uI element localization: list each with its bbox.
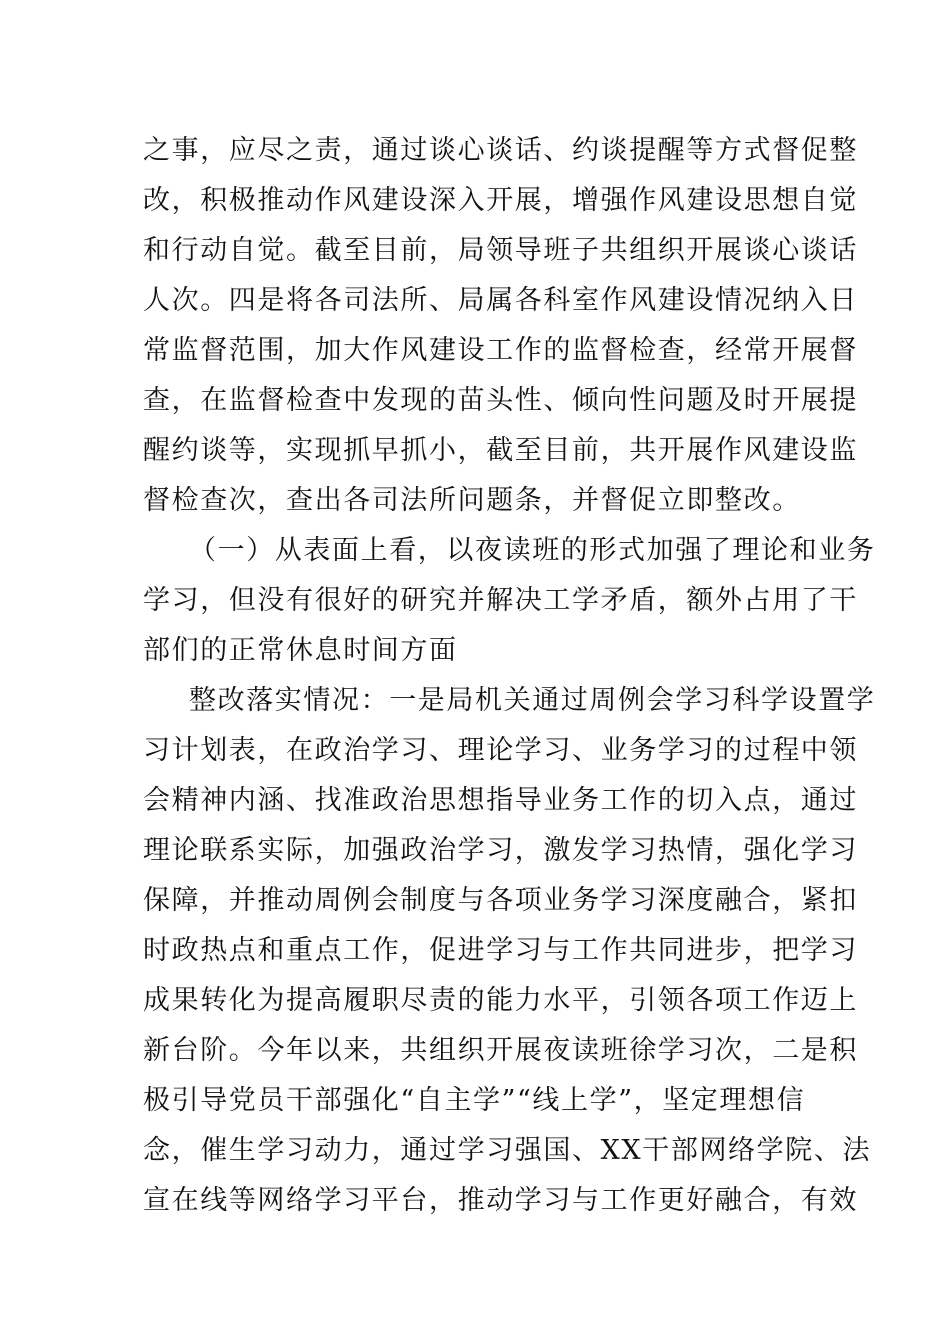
text-line: 改，积极推动作风建设深入开展，增强作风建设思想自觉	[143, 185, 858, 216]
text-line: 醒约谈等，实现抓早抓小，截至目前，共开展作风建设监	[143, 435, 858, 466]
text-line: 督检查次，查出各司法所问题条，并督促立即整改。	[143, 485, 801, 516]
text-line: 习计划表，在政治学习、理论学习、业务学习的过程中领	[143, 735, 858, 766]
text-line: 保障，并推动周例会制度与各项业务学习深度融合，紧扣	[143, 885, 858, 916]
text-line: 成果转化为提高履职尽责的能力水平，引领各项工作迈上	[143, 985, 858, 1016]
text-line: 时政热点和重点工作，促进学习与工作共同进步，把学习	[143, 935, 858, 966]
text-line: 念，催生学习动力，通过学习强国、XX干部网络学院、法	[143, 1135, 872, 1166]
text-line: 学习，但没有很好的研究并解决工学矛盾，额外占用了干	[143, 585, 858, 616]
text-line: 整改落实情况：一是局机关通过周例会学习科学设置学	[189, 685, 876, 716]
text-line: （一）从表面上看，以夜读班的形式加强了理论和业务	[189, 535, 876, 566]
text-line: 会精神内涵、找准政治思想指导业务工作的切入点，通过	[143, 785, 858, 816]
text-line: 常监督范围，加大作风建设工作的监督检查，经常开展督	[143, 335, 858, 366]
text-line: 新台阶。今年以来，共组织开展夜读班徐学习次，二是积	[143, 1035, 858, 1066]
text-line: 部们的正常休息时间方面	[143, 635, 458, 666]
text-line: 之事，应尽之责，通过谈心谈话、约谈提醒等方式督促整	[143, 135, 858, 166]
text-line: 人次。四是将各司法所、局属各科室作风建设情况纳入日	[143, 285, 858, 316]
text-line: 宣在线等网络学习平台，推动学习与工作更好融合，有效	[143, 1185, 858, 1216]
text-line: 理论联系实际，加强政治学习，激发学习热情，强化学习	[143, 835, 858, 866]
text-line: 查，在监督检查中发现的苗头性、倾向性问题及时开展提	[143, 385, 858, 416]
text-line: 极引导党员干部强化“自主学”“线上学”，坚定理想信	[143, 1085, 806, 1116]
text-line: 和行动自觉。截至目前，局领导班子共组织开展谈心谈话	[143, 235, 858, 266]
